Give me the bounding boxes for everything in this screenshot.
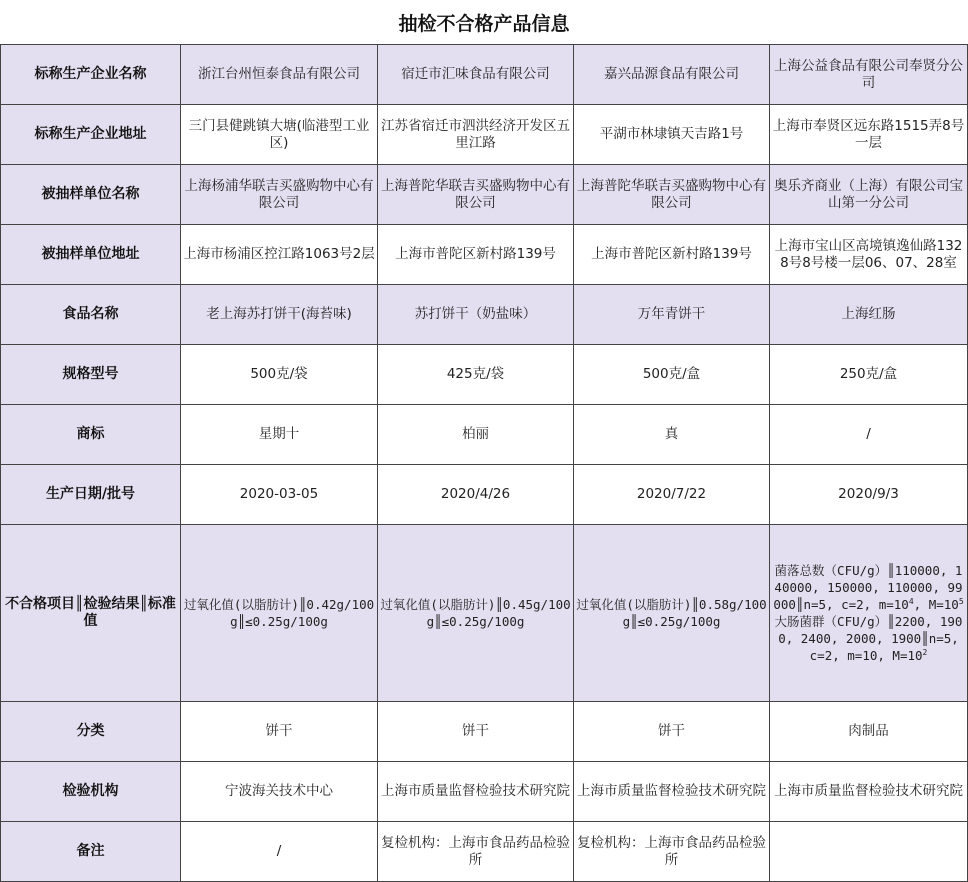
cell: 宿迁市汇味食品有限公司 [378,45,574,105]
cell: 万年青饼干 [574,285,770,345]
table-row-sampled-address [1,225,968,285]
microbial-item-1: 菌落总数（CFU/g）║110000, 140000, 150000, 110000, 99000║n=5, c=2, $m=10^4$, $M=10^5$ [773,563,964,612]
table-row-failed-item [1,525,968,702]
row-header: 生产日期/批号 [1,465,181,525]
row-header: 不合格项目║检验结果║标准值 [1,525,181,702]
cell: 2020/7/22 [574,465,770,525]
table-row-sampled-unit [1,165,968,225]
cell: 过氧化值(以脂肪计)║0.42g/100g║≤0.25g/100g [181,525,378,702]
row-header: 检验机构 [1,762,181,822]
cell: 上海市普陀区新村路139号 [574,225,770,285]
cell: 上海市质量监督检验技术研究院 [770,762,968,822]
cell: 嘉兴品源食品有限公司 [574,45,770,105]
row-header: 规格型号 [1,345,181,405]
cell: 饼干 [181,702,378,762]
cell: 平湖市林埭镇天吉路1号 [574,105,770,165]
table-row-agency [1,762,968,822]
cell: 复检机构：上海市食品药品检验所 [574,822,770,882]
cell: 浙江台州恒泰食品有限公司 [181,45,378,105]
cell: 三门县健跳镇大塘(临港型工业区) [181,105,378,165]
cell: 过氧化值(以脂肪计)║0.45g/100g║≤0.25g/100g [378,525,574,702]
cell: 425克/袋 [378,345,574,405]
cell: 复检机构：上海市食品药品检验所 [378,822,574,882]
row-header: 被抽样单位地址 [1,225,181,285]
cell: 250克/盒 [770,345,968,405]
table-row-company-address [1,105,968,165]
cell: 上海普陀华联吉买盛购物中心有限公司 [574,165,770,225]
cell: 上海红肠 [770,285,968,345]
cell: 2020/9/3 [770,465,968,525]
table-row-food-name [1,285,968,345]
row-header: 备注 [1,822,181,882]
cell: 肉制品 [770,702,968,762]
cell: 上海市质量监督检验技术研究院 [378,762,574,822]
table-row-remark [1,822,968,882]
cell: 老上海苏打饼干(海苔味) [181,285,378,345]
table-row-category [1,702,968,762]
cell: 江苏省宿迁市泗洪经济开发区五里江路 [378,105,574,165]
cell: / [181,822,378,882]
cell: 上海普陀华联吉买盛购物中心有限公司 [378,165,574,225]
cell: 饼干 [378,702,574,762]
table-row-spec [1,345,968,405]
cell: 苏打饼干（奶盐味） [378,285,574,345]
cell: 上海市普陀区新村路139号 [378,225,574,285]
row-header: 商标 [1,405,181,465]
cell: 上海杨浦华联吉买盛购物中心有限公司 [181,165,378,225]
table-row-brand [1,405,968,465]
cell: 柏丽 [378,405,574,465]
cell: 饼干 [574,702,770,762]
table-row-company-name [1,45,968,105]
microbial-item-2: 大肠菌群（CFU/g）║2200, 1900, 2400, 2000, 1900║n=5, c=2, m=10, $M=10^2$ [774,614,963,663]
cell: 上海公益食品有限公司奉贤分公司 [770,45,968,105]
row-header: 食品名称 [1,285,181,345]
cell: 2020-03-05 [181,465,378,525]
row-header: 标称生产企业名称 [1,45,181,105]
cell: 星期十 [181,405,378,465]
cell: 500克/袋 [181,345,378,405]
cell: 上海市质量监督检验技术研究院 [574,762,770,822]
row-header: 分类 [1,702,181,762]
cell: 500克/盒 [574,345,770,405]
cell: 上海市奉贤区远东路1515弄8号一层 [770,105,968,165]
page-title: 抽检不合格产品信息 [398,12,570,35]
cell [770,822,968,882]
product-info-table [0,44,968,882]
cell: 2020/4/26 [378,465,574,525]
cell-microbial [770,525,968,702]
row-header: 标称生产企业地址 [1,105,181,165]
cell: 奥乐齐商业（上海）有限公司宝山第一分公司 [770,165,968,225]
cell: 上海市宝山区高境镇逸仙路1328号8号楼一层06、07、28室 [770,225,968,285]
cell: 过氧化值(以脂肪计)║0.58g/100g║≤0.25g/100g [574,525,770,702]
row-header: 被抽样单位名称 [1,165,181,225]
cell: / [770,405,968,465]
cell: 宁波海关技术中心 [181,762,378,822]
cell: 真 [574,405,770,465]
cell: 上海市杨浦区控江路1063号2层 [181,225,378,285]
table-row-prod-date [1,465,968,525]
